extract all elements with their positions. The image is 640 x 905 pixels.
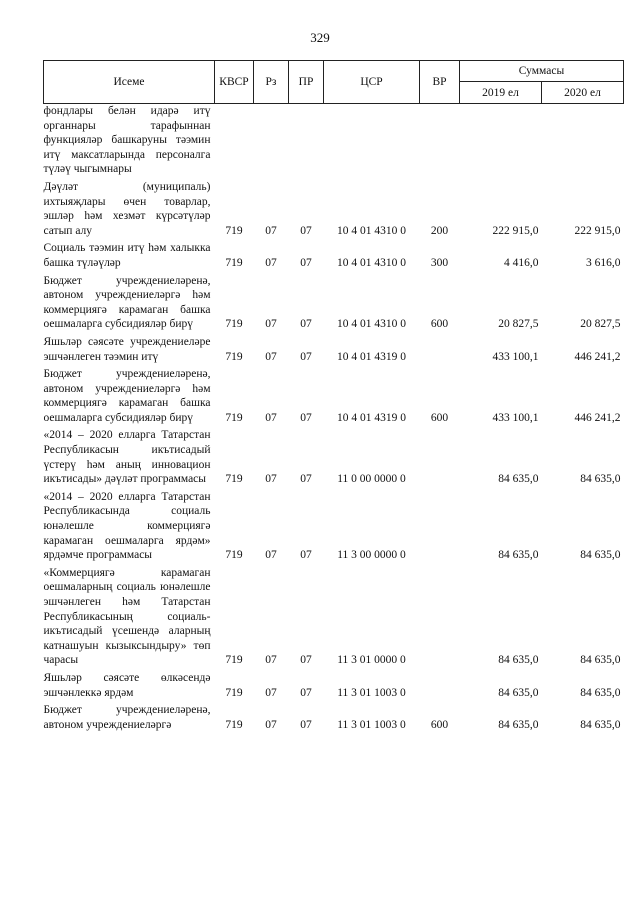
header-year-2019: 2019 ел [460,82,542,104]
row-name: Бюджет учреждениеләренә, автоном учреждениеләргә һәм коммерциягә карамаган башка оешмаларга субсидияләр бирү [43,274,211,331]
table-row [44,700,624,732]
row-csr: 11 3 01 1003 0 [337,718,406,731]
row-csr: 10 4 01 4319 0 [337,411,406,424]
row-name: Яшьләр сәясәте учреждениеләре эшчәнлеген тәэмин итү [43,335,211,363]
row-kvsr: 719 [225,654,243,667]
table-row [44,563,624,668]
row-vr: 300 [430,256,449,269]
table-row [44,332,624,364]
row-sum-2020: 446 241,2 [574,411,621,424]
table-row [44,425,624,486]
row-sum-2020 [542,104,624,177]
row-kvsr: 719 [225,549,243,562]
header-name: Исеме [44,61,215,104]
row-kvsr: 719 [225,686,243,699]
row-rz: 07 [265,318,277,331]
row-name: «2014 – 2020 елларга Татарстан Республикасында социаль юнәлешле коммерциягә карамаган оешмаларга ярдәм» ярдәмче программасы [43,490,211,562]
row-sum-2020: 84 635,0 [580,718,621,731]
row-name: Дәүләт (муниципаль) ихтыяҗлары өчен товарлар, эшләр һәм хезмәт күрсәтүләр сатып алу [43,180,211,237]
row-rz: 07 [265,350,277,363]
row-sum-2019: 84 635,0 [498,473,539,486]
row-pr: 07 [300,350,312,363]
row-vr [420,332,460,364]
row-vr [420,104,460,177]
row-csr: 10 4 01 4310 0 [337,224,406,237]
row-kvsr: 719 [225,718,243,731]
page-number: 329 [310,30,330,45]
row-vr: 600 [430,718,449,731]
row-csr: 11 0 00 0000 0 [337,473,406,486]
row-csr: 11 3 00 0000 0 [337,549,406,562]
row-vr: 600 [430,411,449,424]
row-pr: 07 [300,318,312,331]
header-sums: Суммасы [460,61,624,82]
row-kvsr: 719 [225,256,243,269]
row-sum-2019: 20 827,5 [498,318,539,331]
table-row [44,668,624,700]
row-vr [420,425,460,486]
row-name: Бюджет учреждениеләренә, автоном учреждениеләргә [43,704,211,731]
row-rz: 07 [265,256,277,269]
table-row [44,364,624,425]
row-kvsr: 719 [225,411,243,424]
row-name: Бюджет учреждениеләренә, автоном учреждениеләргә һәм коммерциягә карамаган башка оешмаларга субсидияләр бирү [43,368,211,424]
header-csr: ЦСР [324,61,420,104]
row-sum-2020: 84 635,0 [580,686,621,699]
row-rz: 07 [265,654,277,667]
row-name: «Коммерциягә карамаган оешмаларның социаль юнәлешле эшчәнлеген һәм Татарстан Республикасының социаль-икътисадый үсешендә аларның катнашуын кызыксындыру» төп чарасы [43,566,211,667]
row-csr: 10 4 01 4310 0 [337,256,406,269]
row-rz: 07 [265,718,277,731]
header-year-2020: 2020 ел [542,82,624,104]
row-vr [420,563,460,668]
row-csr: 11 3 01 0000 0 [337,654,406,667]
row-pr: 07 [300,256,312,269]
row-pr: 07 [300,224,312,237]
row-kvsr [215,104,254,177]
row-pr: 07 [300,473,312,486]
row-kvsr: 719 [225,318,243,331]
row-rz: 07 [265,411,277,424]
row-sum-2019: 84 635,0 [498,718,539,731]
row-pr: 07 [300,686,312,699]
row-kvsr: 719 [225,350,243,363]
header-rz: Рз [254,61,289,104]
row-name: Социаль тәэмин итү һәм халыкка башка түләүләр [43,242,211,269]
row-sum-2020: 84 635,0 [580,549,621,562]
row-pr [289,104,324,177]
row-sum-2020: 84 635,0 [580,473,621,486]
row-name: фондлары белән идарә итү органнары тарафыннан функцияләр башкаруны тәэмин итү максатларында персоналга түләү чыгымнары [43,105,211,176]
row-sum-2019: 222 915,0 [492,224,539,237]
row-sum-2019: 84 635,0 [498,686,539,699]
row-sum-2019: 84 635,0 [498,654,539,667]
table-body [44,104,624,733]
table-header [44,61,624,104]
row-sum-2020: 84 635,0 [580,654,621,667]
row-pr: 07 [300,718,312,731]
row-csr: 11 3 01 1003 0 [337,686,406,699]
row-vr [420,487,460,563]
table-row [44,487,624,563]
row-kvsr: 719 [225,473,243,486]
row-sum-2020: 3 616,0 [586,256,621,269]
row-csr: 10 4 01 4319 0 [337,350,406,363]
row-pr: 07 [300,549,312,562]
row-sum-2020: 446 241,2 [574,350,621,363]
budget-table [43,60,624,732]
row-pr: 07 [300,654,312,667]
row-kvsr: 719 [225,224,243,237]
table-row [44,271,624,332]
row-name: Яшьләр сәясәте өлкәсендә эшчәнлеккә ярдәм [43,671,211,699]
row-sum-2020: 222 915,0 [574,224,621,237]
row-name: «2014 – 2020 елларга Татарстан Республикасын икътисадый үстерү һәм аның инновацион икътисады» дәүләт программасы [43,429,211,486]
table-row [44,104,624,177]
table-row [44,177,624,238]
table-row [44,238,624,270]
row-pr: 07 [300,411,312,424]
row-rz: 07 [265,549,277,562]
row-sum-2020: 20 827,5 [580,318,621,331]
row-rz: 07 [265,473,277,486]
row-sum-2019: 84 635,0 [498,549,539,562]
header-pr: ПР [289,61,324,104]
row-rz [254,104,289,177]
row-sum-2019: 4 416,0 [504,256,539,269]
row-sum-2019 [460,104,542,177]
header-kvsr: КВСР [215,61,254,104]
row-csr: 10 4 01 4310 0 [337,318,406,331]
row-rz: 07 [265,686,277,699]
row-rz: 07 [265,224,277,237]
row-vr [420,668,460,700]
row-sum-2019: 433 100,1 [492,411,539,424]
row-vr: 200 [430,224,449,237]
row-vr: 600 [430,318,449,331]
header-vr: ВР [420,61,460,104]
row-csr [324,104,420,177]
row-sum-2019: 433 100,1 [492,350,539,363]
